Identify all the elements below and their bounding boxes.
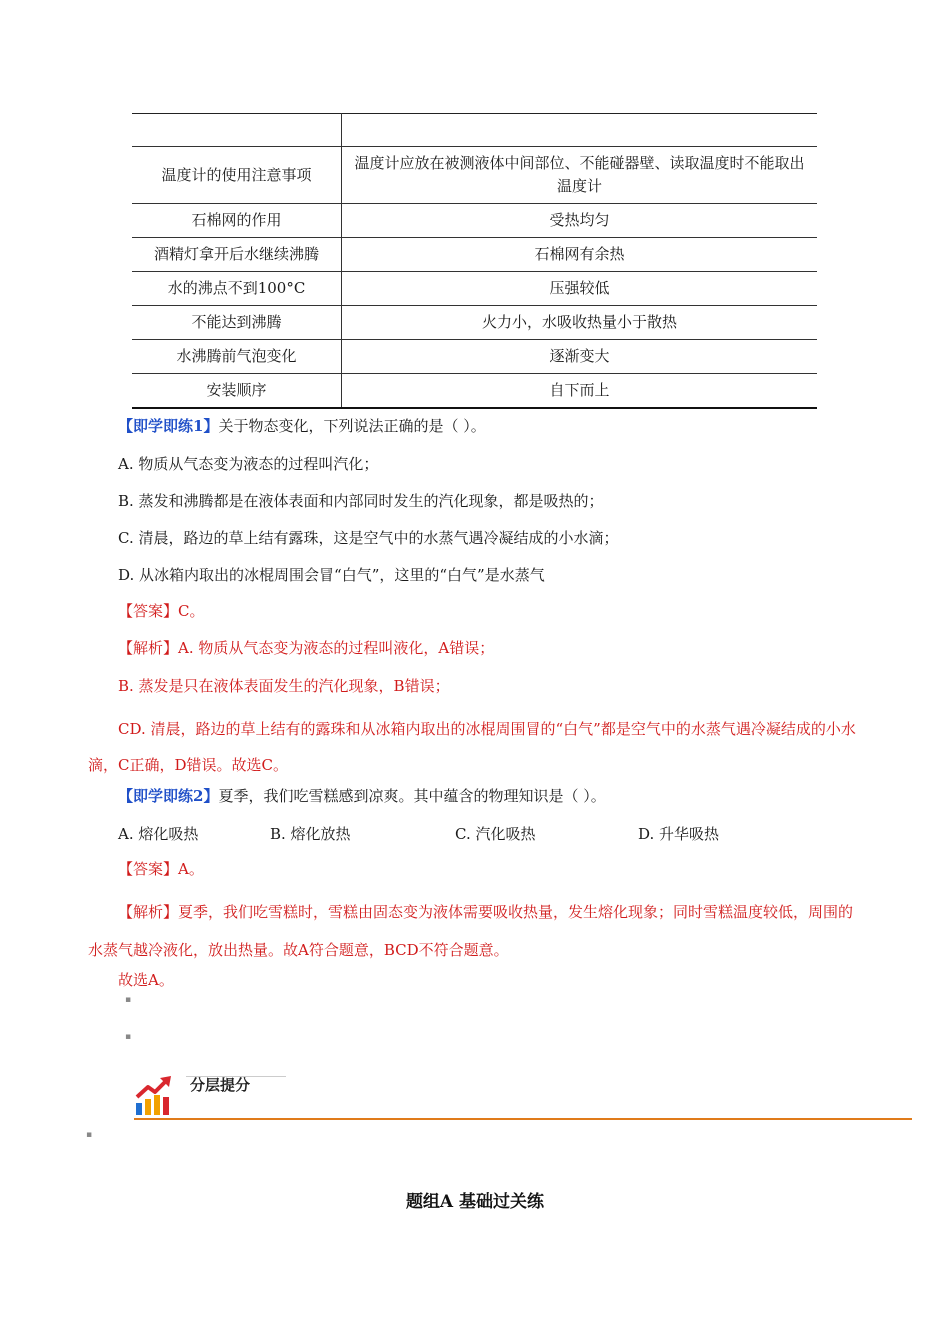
exercise-1-text: 关于物态变化，下列说法正确的是（ ）。 xyxy=(218,417,486,435)
table-row xyxy=(132,272,817,306)
answer-text: C。 xyxy=(178,602,205,620)
answer-tag: 【答案】 xyxy=(118,860,179,878)
exercise-2-option-d: D. 升华吸热 xyxy=(638,825,720,843)
chart-arrow-icon xyxy=(134,1075,176,1117)
exercise-1-answer xyxy=(118,601,205,621)
table-cell: 温度计应放在被测液体中间部位、不能碰器壁、读取温度时不能取出温度计 xyxy=(342,147,818,204)
table-cell: 逐渐变大 xyxy=(342,340,818,374)
table-cell: 自下而上 xyxy=(342,374,818,409)
exercise-1-option-d: D. 从冰箱内取出的冰棍周围会冒“白气”，这里的“白气”是水蒸气 xyxy=(118,566,545,584)
exercise-1-option-a: A. 物质从气态变为液态的过程叫汽化； xyxy=(118,455,379,473)
paragraph-mark: ▪ xyxy=(125,995,132,1005)
paragraph-mark: ▪ xyxy=(125,1032,132,1042)
exercise-2-option-a: A. 熔化吸热 xyxy=(118,825,199,843)
table-cell: 水的沸点不到100°C xyxy=(167,279,306,297)
exercise-2-tag: 【即学即练2】 xyxy=(118,787,219,805)
exercise-1-option-c: C. 清晨，路边的草上结有露珠，这是空气中的水蒸气遇冷凝结成的小水滴； xyxy=(118,529,619,547)
section-title: 分层提分 xyxy=(190,1076,251,1094)
answer-tag: 【答案】 xyxy=(118,602,179,620)
table-cell: 酒精灯拿开后水继续沸腾 xyxy=(153,245,319,263)
answer-text: A。 xyxy=(178,860,204,878)
table-cell: 水沸腾前气泡变化 xyxy=(176,347,297,365)
table-cell xyxy=(342,114,818,147)
table-cell: 火力小，水吸收热量小于散热 xyxy=(342,306,818,340)
analysis-tag: 【解析】 xyxy=(118,903,179,921)
analysis-text: 夏季，我们吃雪糕时，雪糕由固态变为液体需要吸收热量，发生熔化现象；同时雪糕温度较低，周围的水蒸气越冷液化，放出热量。故A符合题意，BCD不符合题意。 xyxy=(88,903,854,959)
paragraph-mark: ▪ xyxy=(86,1130,93,1140)
section-divider xyxy=(134,1118,912,1120)
exercise-1-tag: 【即学即练1】 xyxy=(118,417,219,435)
table-cell: 不能达到沸腾 xyxy=(191,313,282,331)
exercise-1-question xyxy=(118,416,486,436)
table-row xyxy=(132,204,817,238)
table-cell: 受热均匀 xyxy=(342,204,818,238)
group-title: 题组A 基础过关练 xyxy=(405,1192,545,1212)
exercise-1-analysis-b: B. 蒸发是只在液体表面发生的汽化现象，B错误； xyxy=(118,677,450,695)
exercise-2-option-b: B. 熔化放热 xyxy=(270,825,351,843)
table-row xyxy=(132,306,817,340)
exercise-2-conclusion: 故选A。 xyxy=(118,971,174,989)
table-row xyxy=(132,374,817,409)
table-cell: 石棉网有余热 xyxy=(342,238,818,272)
exercise-2-option-c: C. 汽化吸热 xyxy=(455,825,536,843)
exercise-2-text: 夏季，我们吃雪糕感到凉爽。其中蕴含的物理知识是（ ）。 xyxy=(218,787,606,805)
table-cell: 温度计的使用注意事项 xyxy=(161,165,312,184)
table-row xyxy=(132,238,817,272)
exercise-2-answer xyxy=(118,859,204,879)
table-row xyxy=(132,340,817,374)
analysis-text: A. 物质从气态变为液态的过程叫液化，A错误； xyxy=(178,639,495,657)
table-cell: 安装顺序 xyxy=(206,381,267,399)
exercise-2-analysis xyxy=(88,893,863,969)
exercise-2-question xyxy=(118,786,606,806)
table-cell: 压强较低 xyxy=(342,272,818,306)
analysis-tag: 【解析】 xyxy=(118,639,179,657)
table-header-row xyxy=(132,114,817,147)
exercise-1-option-b: B. 蒸发和沸腾都是在液体表面和内部同时发生的汽化现象，都是吸热的； xyxy=(118,492,604,510)
exercise-1-analysis-a xyxy=(118,638,494,658)
table-row xyxy=(132,147,817,204)
table-cell xyxy=(132,114,342,147)
summary-table xyxy=(132,113,817,409)
exercise-1-analysis-cd: CD. 清晨，路边的草上结有的露珠和从冰箱内取出的冰棍周围冒的“白气”都是空气中的水蒸气遇冷凝结成的小水滴，C正确，D错误。故选C。 xyxy=(88,720,856,774)
table-cell: 石棉网的作用 xyxy=(191,211,282,229)
